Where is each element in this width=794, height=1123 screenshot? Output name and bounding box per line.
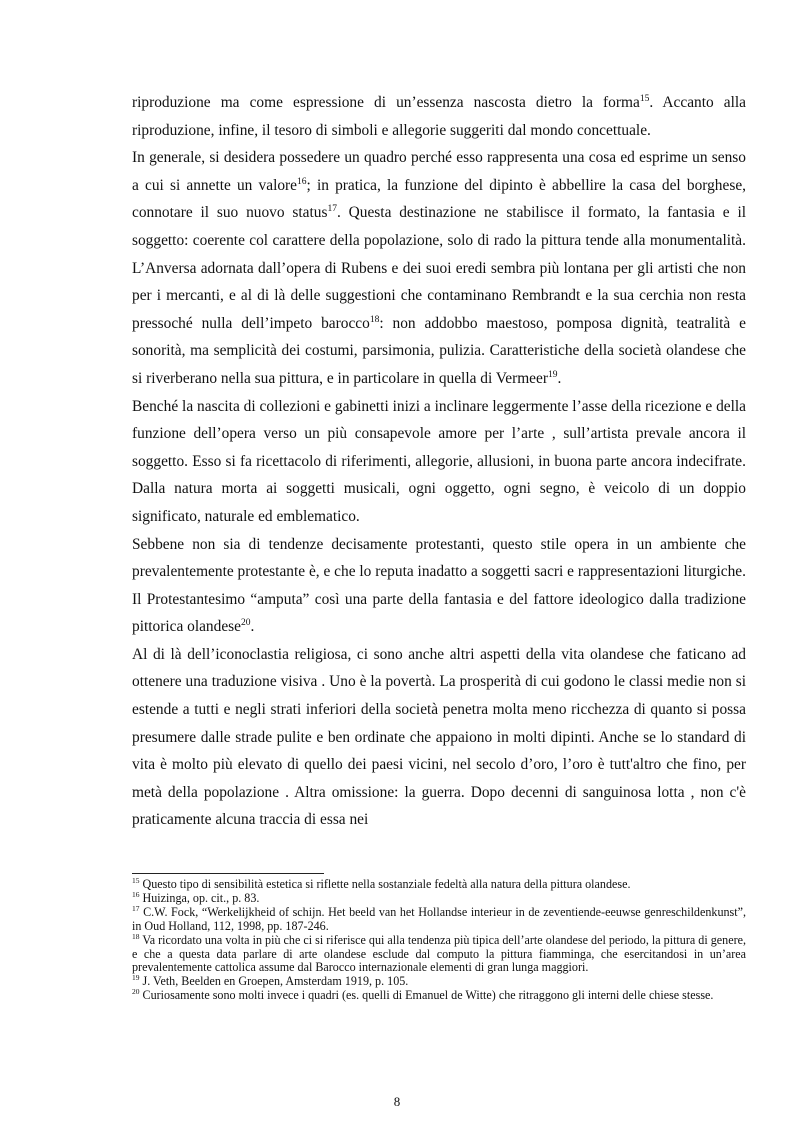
footnote: [132, 989, 746, 1003]
footnote-text: Huizinga, op. cit., p. 83.: [139, 890, 260, 905]
paragraph: [132, 641, 746, 834]
paragraph-text: .: [250, 618, 255, 636]
paragraph-text: : non addobbo maestoso, pomposa dignità, teatralità e sonorità, ma semplicità dei costumi, parsimonia, pulizia. Caratteristiche della società olandese che si riverberano nella sua pittura, e in particolare in quella di Vermeer: [132, 314, 746, 387]
footnote-ref: 17: [327, 203, 337, 215]
footnote: [132, 903, 746, 934]
footnote-text: Curiosamente sono molti invece i quadri (es. quelli di Emanuel de Witte) che ritraggono gli interni delle chiese stesse.: [139, 988, 714, 1003]
paragraph-text: riproduzione ma come espressione di un’essenza nascosta dietro la forma: [132, 94, 640, 111]
paragraph-text: In generale, si desidera possedere un quadro perché esso rappresenta una cosa ed esprime un senso a cui si annette un valore: [132, 149, 746, 194]
footnote-ref: 19: [547, 368, 558, 380]
footnote-text: J. Veth, Beelden en Groepen, Amsterdam 1919, p. 105.: [139, 974, 409, 989]
paragraph-text: . Accanto alla riproduzione, infine, il tesoro di simboli e allegorie suggeriti dal mondo concettuale.: [132, 94, 746, 139]
footnote-ref: 15: [639, 92, 650, 104]
footnote-number: 15: [132, 875, 140, 885]
footnotes: [132, 875, 746, 1003]
footnote-text: Questo tipo di sensibilità estetica si riflette nella sostanziale fedeltà alla natura della pittura olandese.: [139, 877, 631, 891]
footnote: [132, 931, 746, 976]
footnote-ref: 20: [240, 617, 251, 629]
footnote-number: 18: [132, 931, 140, 941]
footnote-ref: 16: [297, 175, 307, 187]
paragraph-text: .: [557, 369, 562, 387]
footnote-separator: [132, 873, 324, 874]
page-number: 8: [393, 1094, 401, 1109]
footnote-text: Va ricordato una volta in più che ci si riferisce qui alla tendenza più tipica dell’arte olandese del periodo, la pittura di genere, e che a questa data parlare di arte olandese esclude dal computo la pittura fiamminga, che esercitandosi in un’area prevalentemente cattolica assume dal Barocco internazionale elementi di gran lunga maggiori.: [132, 932, 746, 975]
footnote-number: 17: [132, 903, 140, 913]
paragraph-text: Al di là dell’iconoclastia religiosa, ci sono anche altri aspetti della vita olandese che faticano ad ottenere una traduzione visiva . Uno è la povertà. La prosperità di cui godono le classi medie non si estende a tutti e negli strati inferiori della società penetra molta meno ricchezza di quanto si possa presumere dalle strade pulite e ben ordinate che appaiono in molti dipinti. Anche se lo standard di vita è molto più elevato di quello dei paesi vicini, nel secolo d’oro, l’oro è tutt'altro che fino, per metà della popolazione . Altra omissione: la guerra. Dopo decenni di sanguinosa lotta , non c'è praticamente alcuna traccia di essa nei: [132, 645, 746, 829]
paragraph-text: Benché la nascita di collezioni e gabinetti inizi a inclinare leggermente l’asse della ricezione e della funzione dell’opera verso un più consapevole amore per l’arte , sull’artista prevale ancora il soggetto. Esso si fa ricettacolo di riferimenti, allegorie, allusioni, in buona parte ancora indecifrate. Dalla natura morta ai soggetti musicali, ogni oggetto, ogni segno, è veicolo di un doppio significato, naturale ed emblematico.: [132, 397, 746, 525]
paragraph: [132, 393, 746, 531]
footnote-number: 20: [132, 987, 140, 997]
paragraph-text: Sebbene non sia di tendenze decisamente protestanti, questo stile opera in un ambiente che prevalentemente protestante è, e che lo reputa inadatto a soggetti sacri e rappresentazioni liturgiche. Il Protestantesimo “amputa” così una parte della fantasia e del fattore ideologico dalla tradizione pittorica olandese: [132, 535, 746, 636]
paragraph: [132, 89, 746, 144]
body-text: [132, 89, 746, 834]
paragraph-text: ; in pratica, la funzione del dipinto è abbellire la casa del borghese, connotare il suo nuovo status: [132, 176, 746, 222]
footnote-text: C.W. Fock, “Werkelijkheid of schijn. Het beeld van het Hollandse interieur in de zeventiende-eeuwse genreschildenkunst”, in Oud Holland, 112, 1998, pp. 187-246.: [132, 904, 746, 933]
footnote: [132, 889, 746, 906]
footnote-number: 19: [132, 973, 140, 983]
paragraph-text: . Questa destinazione ne stabilisce il formato, la fantasia e il soggetto: coerente col carattere della popolazione, solo di rado la pittura tende alla monumentalità. L’Anversa adornata dall’opera di Rubens e dei suoi eredi sembra più lontana per gli artisti che non per i mercanti, e al di là delle suggestioni che contaminano Rembrandt e la sua cerchia non resta pressoché nulla dell’impeto barocco: [132, 204, 746, 332]
paragraph: [132, 144, 746, 392]
footnote-number: 16: [132, 889, 140, 899]
footnote: [132, 875, 746, 892]
paragraph: [132, 531, 746, 641]
footnote-ref: 18: [369, 313, 380, 325]
